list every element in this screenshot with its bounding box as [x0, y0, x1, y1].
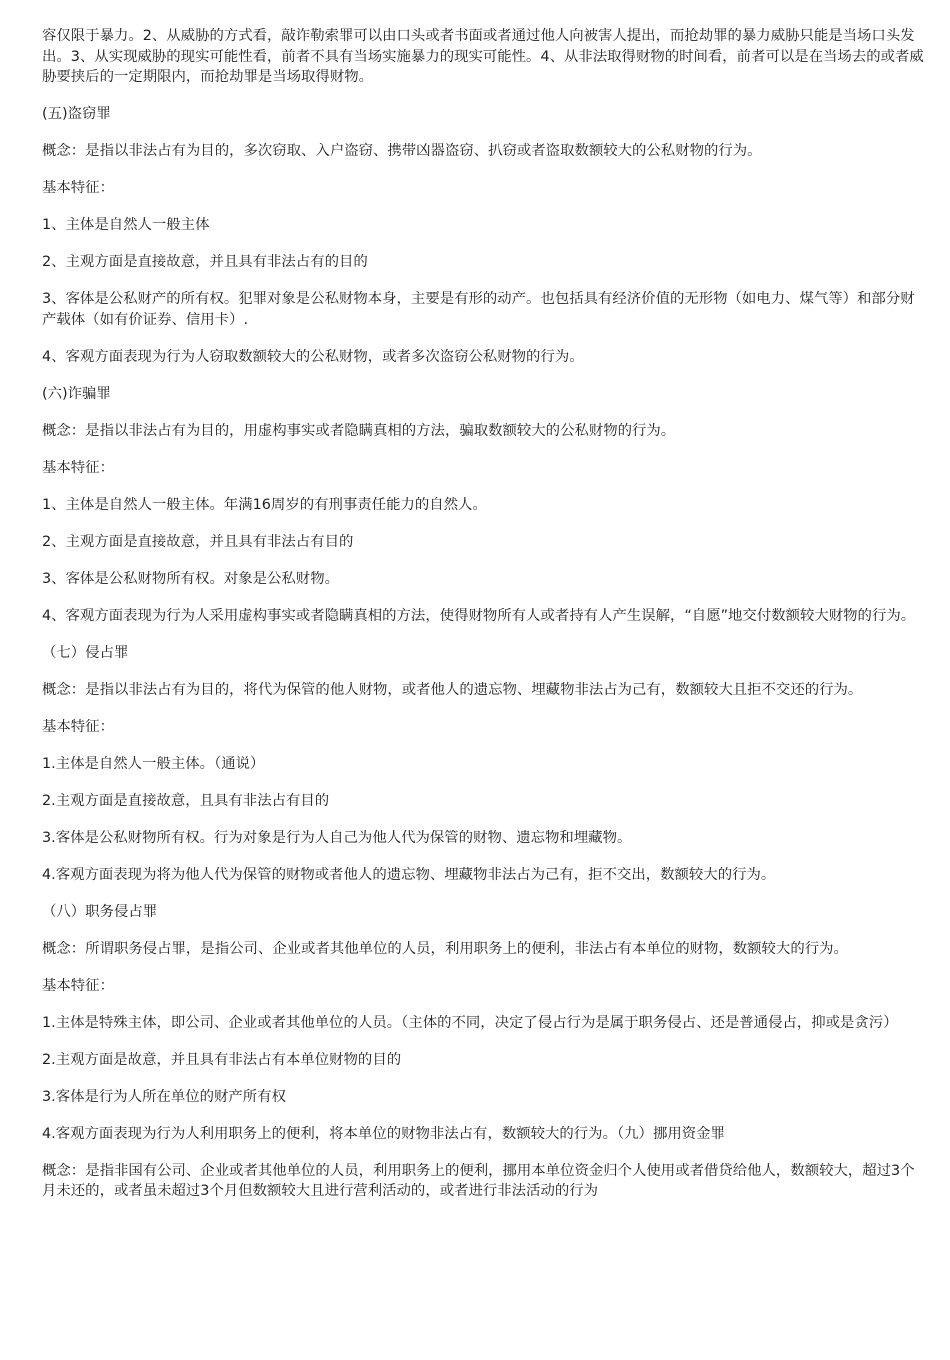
paragraph: 概念：所谓职务侵占罪，是指公司、企业或者其他单位的人员，利用职务上的便利，非法占有本单位的财物，数额较大的行为。 — [42, 940, 848, 957]
paragraph: 概念：是指以非法占有为目的，多次窃取、入户盗窃、携带凶器盗窃、扒窃或者盗取数额较大的公私财物的行为。 — [42, 143, 762, 159]
paragraph: 基本特征： — [42, 718, 114, 735]
list-item: 3.客体是公私财物所有权。行为对象是行为人自己为他人代为保管的财物、遗忘物和埋藏物。 — [42, 829, 632, 846]
section-heading: (六)诈骗罪 — [42, 385, 111, 402]
section-heading: (五)盗窃罪 — [42, 106, 111, 122]
list-item: 4、客观方面表现为行为人窃取数额较大的公私财物，或者多次盗窃公私财物的行为。 — [42, 348, 584, 365]
list-item: 2、主观方面是直接故意，并且具有非法占有目的 — [42, 533, 354, 550]
list-item: 1、主体是自然人一般主体 — [42, 217, 210, 233]
paragraph: 概念：是指以非法占有为目的，用虚构事实或者隐瞒真相的方法，骗取数额较大的公私财物的行为。 — [42, 422, 676, 439]
list-item: 2.主观方面是故意，并且具有非法占有本单位财物的目的 — [42, 1051, 402, 1068]
paragraph: 基本特征： — [42, 180, 114, 196]
paragraph: 概念：是指以非法占有为目的，将代为保管的他人财物，或者他人的遗忘物、埋藏物非法占为己有，数额较大且拒不交还的行为。 — [42, 681, 863, 698]
section-heading: （八）职务侵占罪 — [42, 903, 158, 920]
list-item: 2.主观方面是直接故意，且具有非法占有目的 — [42, 792, 330, 809]
list-item: 1、主体是自然人一般主体。年满16周岁的有刑事责任能力的自然人。 — [42, 496, 487, 513]
list-item: 1.主体是特殊主体，即公司、企业或者其他单位的人员。（主体的不同，决定了侵占行为是属于职务侵占、还是普通侵占，抑或是贪污） — [42, 1014, 898, 1031]
paragraph: 容仅限于暴力。2、从威胁的方式看，敲诈勒索罪可以由口头或者书面或者通过他人向被害人提出，而抢劫罪的暴力威胁只能是当场口头发出。3、从实现威胁的现实可能性看，前者不具有当场实施暴力的现实可能性。4、从非法取得财物的时间看，前者可以是在当场去的或者威胁要挟后的一定期限内，而抢劫罪是当场取得财物。 — [42, 28, 924, 85]
paragraph: 基本特征： — [42, 459, 114, 476]
list-item: 4.客观方面表现为行为人利用职务上的便利，将本单位的财物非法占有，数额较大的行为。（九）挪用资金罪 — [42, 1125, 725, 1142]
list-item: 4.客观方面表现为将为他人代为保管的财物或者他人的遗忘物、埋藏物非法占为己有，拒不交出，数额较大的行为。 — [42, 866, 776, 883]
list-item: 3、客体是公私财物所有权。对象是公私财物。 — [42, 570, 339, 587]
list-item: 3.客体是行为人所在单位的财产所有权 — [42, 1088, 286, 1105]
list-item: 2、主观方面是直接故意，并且具有非法占有的目的 — [42, 254, 368, 270]
section-heading: （七）侵占罪 — [42, 644, 129, 661]
list-item: 1.主体是自然人一般主体。（通说） — [42, 755, 265, 772]
list-item: 3、客体是公私财产的所有权。犯罪对象是公私财物本身，主要是有形的动产。也包括具有经济价值的无形物（如电力、煤气等）和部分财产载体（如有价证券、信用卡）. — [42, 291, 915, 328]
paragraph: 概念：是指非国有公司、企业或者其他单位的人员，利用职务上的便利，挪用本单位资金归个人使用或者借贷给他人，数额较大，超过3个月未还的，或者虽未超过3个月但数额较大且进行营利活动的，或者进行非法活动的行为 — [42, 1162, 915, 1199]
list-item: 4、客观方面表现为行为人采用虚构事实或者隐瞒真相的方法，使得财物所有人或者持有人产生误解，“自愿”地交付数额较大财物的行为。 — [42, 607, 916, 624]
paragraph: 基本特征： — [42, 977, 114, 994]
